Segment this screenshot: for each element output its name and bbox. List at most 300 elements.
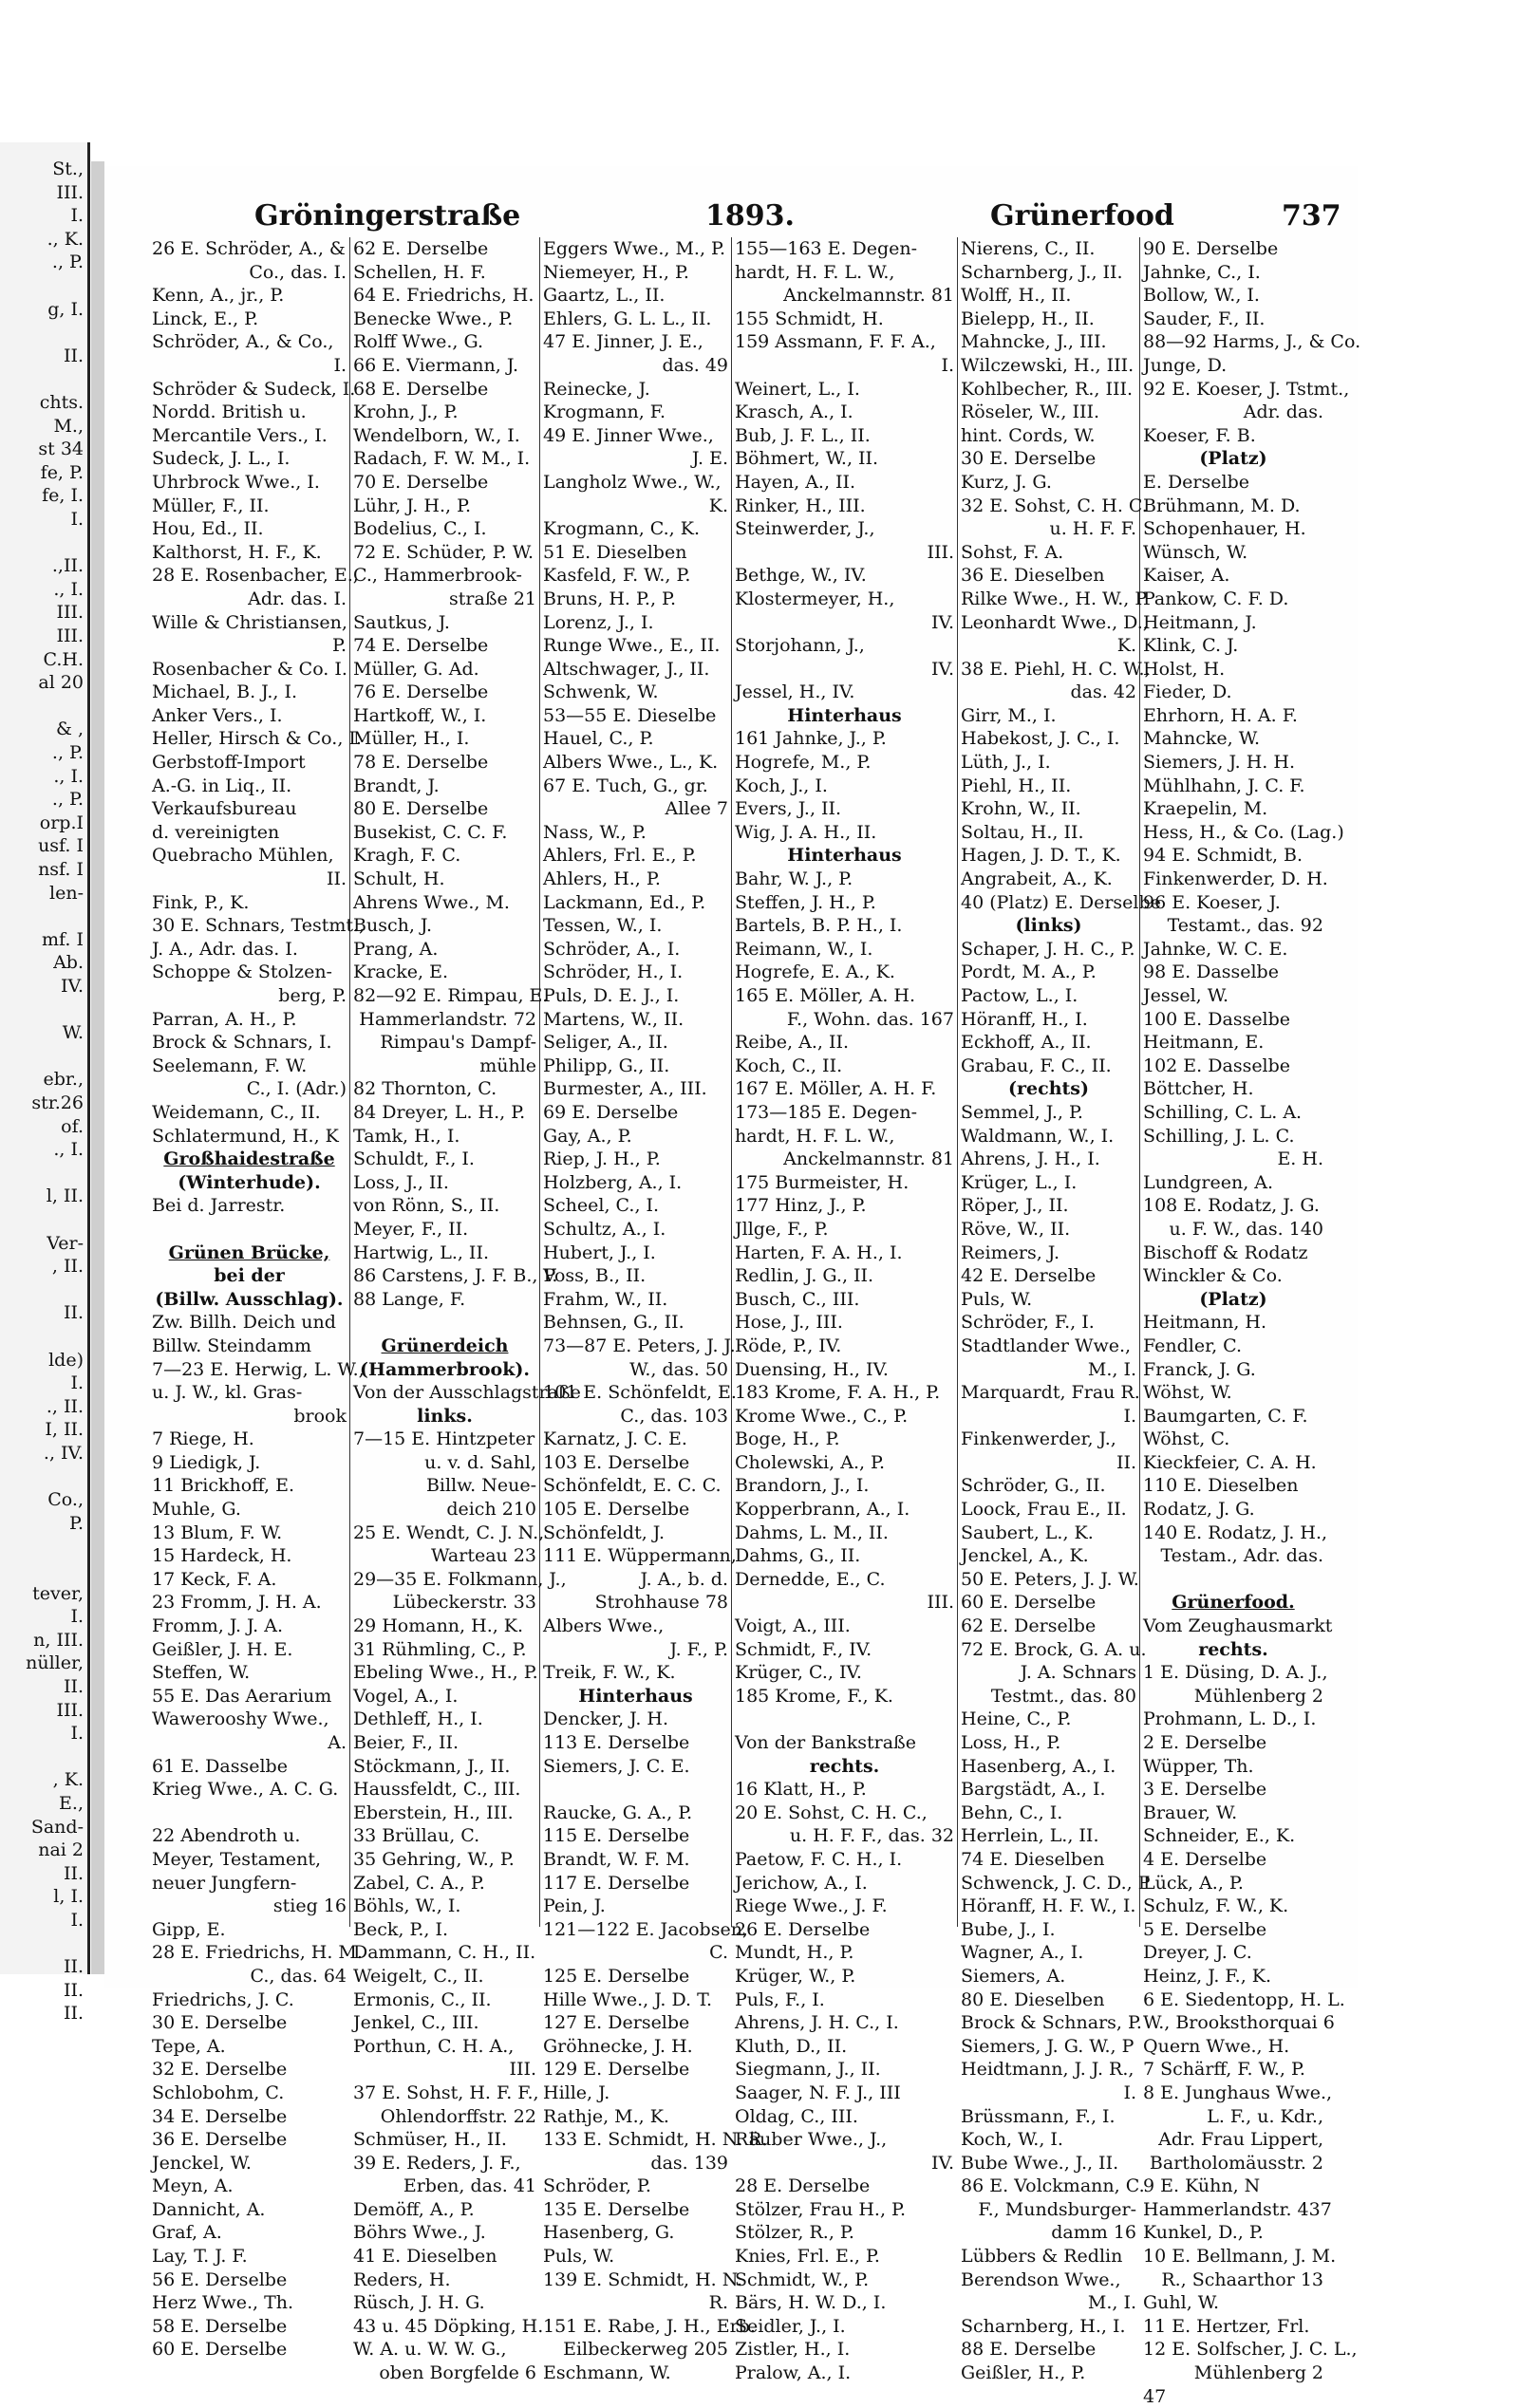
facing-page-fragment: Ab. (53, 952, 84, 974)
directory-entry: 60 E. Derselbe (152, 2339, 288, 2361)
directory-entry: Gerbstoff-Import (152, 752, 306, 774)
directory-entry: 115 E. Derselbe (543, 1825, 690, 1847)
directory-entry: Schwenk, W. (543, 681, 659, 703)
directory-entry: deich 210 (446, 1499, 536, 1521)
directory-entry: Schaper, J. H. C., P. (961, 938, 1135, 960)
facing-page-fragment: ., I. (53, 1139, 84, 1161)
directory-entry: 82—92 E. Rimpau, E. (353, 985, 549, 1006)
directory-entry: 7—23 E. Herwig, L. W., (152, 1358, 365, 1380)
directory-entry: 165 E. Möller, A. H. (735, 985, 916, 1006)
directory-entry: Sautkus, J. (353, 611, 450, 633)
directory-entry: Grabau, F. C., II. (961, 1055, 1112, 1076)
directory-entry: Kracke, E. (353, 961, 448, 983)
directory-entry: Guhl, W. (1143, 2292, 1220, 2314)
directory-entry: oben Borgfelde 6 (379, 2362, 536, 2384)
directory-entry: Sohst, F. A. (961, 541, 1064, 563)
directory-entry: Höranff, H. F. W., I. (961, 1895, 1136, 1917)
directory-entry: Co., das. I. (249, 261, 347, 283)
directory-entry: 41 E. Dieselben (353, 2246, 497, 2268)
directory-entry: 73—87 E. Peters, J. J. (543, 1335, 736, 1356)
directory-entry: Mühlenberg 2 (1193, 1685, 1323, 1707)
directory-entry: Puls, W. (961, 1288, 1033, 1310)
directory-entry: F., Wohn. das. 167 (786, 1008, 954, 1030)
directory-entry: C., I. (Adr.) (246, 1078, 347, 1100)
directory-entry: Schellen, H. F. (353, 261, 486, 283)
directory-entry: Gipp, E. (152, 1918, 226, 1940)
directory-entry: Eckhoff, A., II. (961, 1032, 1092, 1054)
directory-entry: Schröder, P. (543, 2175, 651, 2197)
directory-entry: Ermonis, C., II. (353, 1988, 492, 2010)
directory-entry: 13 Blum, F. W. (152, 1521, 283, 1543)
directory-entry: Angrabeit, A., K. (961, 868, 1113, 890)
directory-entry: Hauel, C., P. (543, 728, 654, 750)
directory-entry: Hartwig, L., II. (353, 1241, 489, 1263)
directory-entry: Schilling, C. L. A. (1143, 1101, 1303, 1123)
directory-entry: Koch, J., I. (735, 775, 828, 796)
directory-entry: Heller, Hirsch & Co., I. (152, 728, 362, 750)
directory-entry: Schultz, A., I. (543, 1218, 666, 1240)
directory-entry: Lackmann, Ed., P. (543, 891, 706, 913)
directory-entry: Riep, J. H., P. (543, 1148, 661, 1170)
directory-entry: Soltau, H., II. (961, 821, 1084, 843)
directory-entry: 80 E. Derselbe (353, 798, 489, 820)
directory-entry: Stölzer, Frau H., P. (735, 2198, 907, 2220)
directory-entry: 183 Krome, F. A. H., P. (735, 1382, 941, 1404)
section-heading: Grünen Brücke, (168, 1241, 330, 1263)
directory-entry: Ebeling Wwe., H., P. (353, 1662, 538, 1684)
directory-entry: Bartels, B. P. H., I. (735, 915, 903, 937)
directory-entry: 72 E. Schüder, P. W. (353, 541, 534, 563)
directory-entry: Gaartz, L., II. (543, 285, 666, 307)
directory-entry: Eberstein, H., III. (353, 1801, 514, 1823)
directory-entry: Jahnke, W. C. E. (1143, 938, 1288, 960)
directory-column-6 (1143, 237, 1361, 2408)
directory-entry: A. (328, 1732, 347, 1753)
directory-entry: Jerichow, A., I. (735, 1872, 868, 1894)
directory-entry: Meyer, Testament, (152, 1848, 322, 1870)
directory-entry: 60 E. Derselbe (961, 1592, 1097, 1614)
directory-entry: Klink, C. J. (1143, 635, 1239, 657)
directory-entry: Schlobohm, C. (152, 2081, 285, 2103)
directory-entry: Brock & Schnars, P. (961, 2012, 1142, 2034)
directory-entry: C., das. 64 (250, 1965, 347, 1987)
directory-entry: 2 E. Derselbe (1143, 1732, 1267, 1753)
directory-entry: IV. (931, 2152, 954, 2174)
directory-entry: Testmt., das. 80 (990, 1685, 1136, 1707)
directory-entry: Brandt, W. F. M. (543, 1848, 690, 1870)
directory-entry: Heine, C., P. (961, 1708, 1072, 1730)
directory-entry: C. (709, 1942, 728, 1964)
directory-entry: W. A. u. W. W. G., (353, 2339, 507, 2361)
directory-entry: Bei d. Jarrestr. (152, 1195, 286, 1217)
directory-entry: das. 42 (1070, 681, 1136, 703)
directory-entry: 36 E. Derselbe (152, 2129, 288, 2151)
directory-entry: Reinecke, J. (543, 378, 650, 400)
directory-entry: 155—163 E. Degen- (735, 238, 918, 259)
directory-entry: 56 E. Derselbe (152, 2268, 288, 2290)
directory-entry: 92 E. Koeser, J. Tstmt., (1143, 378, 1350, 400)
directory-entry: Stöckmann, J., II. (353, 1755, 511, 1777)
directory-entry: Rilke Wwe., H. W., P (961, 588, 1148, 609)
directory-entry: Albers Wwe., (543, 1615, 665, 1637)
directory-entry: 88 E. Derselbe (961, 2339, 1097, 2361)
directory-entry: Schröder & Sudeck, I. (152, 378, 356, 400)
directory-entry: Martens, W., II. (543, 1008, 684, 1030)
directory-entry: 74 E. Dieselben (961, 1848, 1105, 1870)
facing-page-fragment: III. (56, 1699, 84, 1721)
directory-entry: Röseler, W., III. (961, 401, 1100, 423)
directory-entry: Mühlenberg 2 (1193, 2362, 1323, 2384)
directory-entry: Adr. Frau Lippert, (1158, 2129, 1323, 2151)
directory-entry: 12 E. Solfscher, J. C. L., (1143, 2339, 1358, 2361)
directory-entry: Beier, F., II. (353, 1732, 459, 1753)
directory-entry: 69 E. Derselbe (543, 1101, 679, 1123)
directory-entry: 35 Gehring, W., P. (353, 1848, 515, 1870)
directory-entry: 36 E. Dieselben (961, 565, 1105, 587)
directory-entry: Kluth, D., II. (735, 2035, 848, 2057)
directory-entry (543, 1778, 728, 1801)
directory-entry: Nierens, C., II. (961, 238, 1096, 259)
directory-entry: Bethge, W., IV. (735, 565, 867, 587)
directory-entry: Kaiser, A. (1143, 565, 1230, 587)
directory-entry: Reimers, J. (961, 1241, 1060, 1263)
directory-entry: 61 E. Dasselbe (152, 1755, 288, 1777)
directory-entry: Quern Wwe., H. (1143, 2035, 1290, 2057)
directory-entry: Lück, A., P. (1143, 1872, 1244, 1894)
directory-entry: Röve, W., II. (961, 1218, 1071, 1240)
directory-entry: Niemeyer, H., P. (543, 261, 689, 283)
facing-page-fragment: ., P. (51, 789, 84, 811)
directory-entry: C., Hammerbrook- (353, 565, 522, 587)
directory-entry: Girr, M., I. (961, 704, 1057, 726)
directory-entry: 175 Burmeister, H. (735, 1171, 910, 1193)
directory-entry: 7 Riege, H. (152, 1428, 254, 1450)
directory-entry: Dahms, G., II. (735, 1545, 861, 1567)
directory-entry: W., Brooksthorquai 6 (1143, 2012, 1335, 2034)
facing-page-fragment: fe, I. (42, 485, 84, 507)
directory-entry: 127 E. Derselbe (543, 2012, 690, 2034)
directory-entry: Seidler, J., I. (735, 2315, 846, 2337)
directory-entry: Gröhnecke, J. H. (543, 2035, 693, 2057)
directory-entry: 105 E. Derselbe (543, 1499, 690, 1521)
directory-entry: 68 E. Derselbe (353, 378, 489, 400)
directory-entry: Schröder, G., II. (961, 1475, 1106, 1497)
directory-entry: 80 E. Dieselben (961, 1988, 1105, 2010)
directory-entry: Puls, W. (543, 2246, 615, 2268)
directory-entry: Anker Vers., I. (152, 704, 283, 726)
directory-entry: 72 E. Brock, G. A. u. (961, 1638, 1147, 1660)
directory-entry: Hinterhaus (787, 704, 902, 726)
directory-entry: Franck, J. G. (1143, 1358, 1256, 1380)
directory-entry: 47 (1143, 2385, 1167, 2407)
directory-entry: Prohmann, L. D., I. (1143, 1708, 1317, 1730)
directory-entry: 82 Thornton, C. (353, 1078, 497, 1100)
directory-entry: Heidtmann, J. J. R., (961, 2059, 1135, 2081)
directory-entry: Dahms, L. M., II. (735, 1521, 889, 1543)
directory-entry: I. (1123, 1405, 1136, 1427)
directory-entry: Wendelborn, W., I. (353, 424, 520, 446)
directory-entry (353, 1311, 536, 1335)
directory-entry: Siemers, J. H. H. (1143, 752, 1295, 774)
directory-entry: Baumgarten, C. F. (1143, 1405, 1308, 1427)
directory-entry: Heinz, J. F., K. (1143, 1965, 1272, 1987)
directory-entry: Fromm, J. J. A. (152, 1615, 284, 1637)
directory-entry: Klostermeyer, H., (735, 588, 895, 609)
directory-entry: I. (941, 354, 954, 376)
directory-entry: Wille & Christiansen, (152, 611, 347, 633)
directory-column-1 (152, 237, 366, 2361)
facing-page-fragment: chts. (39, 392, 84, 413)
directory-entry: Schmüser, H., II. (353, 2129, 507, 2151)
directory-entry: Anckelmannstr. 81 (783, 285, 954, 307)
directory-entry: Adr. das. I. (248, 588, 347, 609)
directory-entry: 155 Schmidt, H. (735, 308, 884, 329)
directory-entry: Redlin, J. G., II. (735, 1265, 874, 1287)
directory-entry: Mercantile Vers., I. (152, 424, 328, 446)
directory-entry: u. H. F. F., das. 32 (789, 1825, 954, 1847)
directory-entry: Wolff, H., II. (961, 285, 1072, 307)
directory-entry: 51 E. Dieselben (543, 541, 687, 563)
directory-entry: 49 E. Jinner Wwe., (543, 424, 714, 446)
directory-entry: Evers, J., II. (735, 798, 842, 820)
directory-entry: 11 E. Hertzer, Frl. (1143, 2315, 1310, 2337)
directory-entry: Busekist, C. C. F. (353, 821, 508, 843)
directory-entry: III. (927, 1592, 954, 1614)
directory-entry: Ohlendorffstr. 22 (380, 2105, 536, 2127)
facing-page-fragment: I. (70, 205, 84, 227)
directory-entry: Kraepelin, M. (1143, 798, 1268, 820)
facing-page-fragment: III. (56, 181, 84, 203)
directory-entry: Hogrefe, M., P. (735, 752, 872, 774)
directory-entry: 135 E. Derselbe (543, 2198, 690, 2220)
directory-entry: Nordd. British u. (152, 401, 307, 423)
directory-entry: Billw. Neue- (425, 1475, 536, 1497)
directory-entry: Brauer, W. (1143, 1801, 1238, 1823)
directory-entry: Schröder, A., & Co., (152, 331, 334, 353)
directory-entry: Krüger, L., I. (961, 1171, 1078, 1193)
directory-entry: das. 49 (662, 354, 728, 376)
directory-entry: Brock & Schnars, I. (152, 1032, 332, 1054)
facing-page-fragment: ebr., (43, 1069, 84, 1091)
facing-page-fragment: ., II. (46, 1395, 84, 1417)
directory-entry: 4 E. Derselbe (1143, 1848, 1267, 1870)
directory-entry: Krome Wwe., C., P. (735, 1405, 909, 1427)
directory-entry: (Hammerbrook). (360, 1358, 530, 1380)
directory-entry: 159 Assmann, F. F. A., (735, 331, 936, 353)
directory-entry: Raucke, G. A., P. (543, 1801, 693, 1823)
directory-entry: C., das. 103 (620, 1405, 728, 1427)
directory-entry: 6 E. Siedentopp, H. L. (1143, 1988, 1345, 2010)
directory-entry: (Platz) (1199, 448, 1267, 470)
directory-entry: Seelemann, F. W. (152, 1055, 308, 1076)
directory-entry: Hammerlandstr. 437 (1143, 2198, 1332, 2220)
directory-entry: Von der Bankstraße (735, 1732, 916, 1753)
directory-entry: 34 E. Derselbe (152, 2105, 288, 2127)
directory-entry: 67 E. Tuch, G., gr. (543, 775, 708, 796)
directory-entry: Geißler, H., P. (961, 2362, 1086, 2384)
directory-entry: 15 Hardeck, H. (152, 1545, 292, 1567)
directory-entry: Hammerlandstr. 72 (359, 1008, 536, 1030)
facing-page-fragment: Ver- (47, 1232, 84, 1254)
facing-page-fragment: lde) (48, 1349, 84, 1371)
directory-entry: Schneider, E., K. (1143, 1825, 1296, 1847)
directory-entry: Radach, F. W. M., I. (353, 448, 531, 470)
directory-entry: M., I. (1087, 1358, 1136, 1380)
directory-entry: Steffen, J. H., P. (735, 891, 876, 913)
directory-entry: Jenckel, W. (152, 2152, 252, 2174)
directory-entry: J. A., Adr. das. I. (152, 938, 298, 960)
directory-entry: Böhmert, W., II. (735, 448, 879, 470)
directory-entry: bei der (214, 1265, 285, 1287)
directory-entry: Koch, C., II. (735, 1055, 843, 1076)
directory-entry: hint. Cords, W. (961, 424, 1096, 446)
directory-entry: stieg 16 (272, 1895, 347, 1917)
directory-entry: Heitmann, E. (1143, 1032, 1265, 1054)
directory-entry: Habekost, J. C., I. (961, 728, 1120, 750)
directory-entry: Kopperbrann, A., I. (735, 1499, 910, 1521)
directory-entry: Hasenberg, A., I. (961, 1755, 1116, 1777)
facing-page-fragment: , II. (51, 1256, 84, 1278)
facing-page-fragment: ., P. (51, 252, 84, 273)
directory-entry: Herz Wwe., Th. (152, 2292, 294, 2314)
facing-page-fragment: al 20 (38, 672, 84, 694)
directory-entry (735, 1708, 954, 1731)
directory-entry: Mahncke, J., III. (961, 331, 1107, 353)
directory-entry: Verkaufsbureau (152, 798, 297, 820)
directory-entry: Mühlhahn, J. C. F. (1143, 775, 1305, 796)
directory-entry: 37 E. Sohst, H. F. F., (353, 2081, 539, 2103)
directory-entry: Rimpau's Dampf- (380, 1032, 536, 1054)
facing-page-fragment: fe, P. (40, 461, 84, 483)
facing-page-fragment: n, III. (33, 1629, 84, 1651)
facing-page-fragment: II. (63, 1676, 84, 1697)
directory-entry: IV. (931, 658, 954, 680)
directory-entry: 113 E. Derselbe (543, 1732, 690, 1753)
directory-entry: Röde, P., IV. (735, 1335, 842, 1356)
directory-entry: Tepe, A. (152, 2035, 226, 2057)
directory-entry: J. E. (691, 448, 728, 470)
directory-entry: Steinwerder, J., (735, 518, 875, 540)
directory-entry: Krohn, J., P. (353, 401, 459, 423)
directory-entry: Fink, P., K. (152, 891, 250, 913)
column-rule (1139, 237, 1140, 1927)
directory-entry (152, 1218, 347, 1241)
directory-entry: K. (708, 495, 728, 516)
directory-entry: Wöhst, C. (1143, 1428, 1230, 1450)
directory-entry: Kasfeld, F. W., P. (543, 565, 691, 587)
directory-entry: W., das. 50 (629, 1358, 728, 1380)
directory-entry: 9 Liedigk, J. (152, 1451, 261, 1473)
facing-page-fragment: str.26 (31, 1092, 84, 1113)
directory-entry: Scheel, C., I. (543, 1195, 660, 1217)
directory-entry: 23 Fromm, J. H. A. (152, 1592, 322, 1614)
page-header (150, 199, 1341, 237)
directory-entry: 62 E. Derselbe (961, 1615, 1097, 1637)
directory-entry: Quebracho Mühlen, (152, 845, 334, 867)
facing-page-fragment: g, I. (47, 298, 84, 320)
directory-entry: d. vereinigten (152, 821, 280, 843)
directory-entry: Bodelius, C., I. (353, 518, 487, 540)
directory-entry: Heitmann, J. (1143, 611, 1257, 633)
directory-entry: Finkenwerder, J., (961, 1428, 1116, 1450)
directory-entry: Heitmann, H. (1143, 1312, 1267, 1334)
directory-entry: Meyn, A. (152, 2175, 234, 2197)
directory-entry: Zw. Billh. Deich und (152, 1312, 336, 1334)
facing-page-fragment: IV. (61, 976, 84, 997)
section-heading: Grünerdeich (381, 1335, 509, 1356)
directory-entry: Sauder, F., II. (1143, 308, 1266, 329)
directory-entry: Höranff, H., I. (961, 1008, 1088, 1030)
directory-entry: links. (417, 1405, 473, 1427)
directory-entry: 30 E. Derselbe (961, 448, 1097, 470)
directory-entry: Harten, F. A. H., I. (735, 1241, 903, 1263)
directory-entry: Bartholomäusstr. 2 (1149, 2152, 1323, 2174)
directory-entry: II. (326, 868, 347, 890)
facing-page-fragment: mf. I (42, 928, 84, 950)
directory-entry: (Platz) (1199, 1288, 1267, 1310)
directory-entry: J. F., P. (669, 1638, 728, 1660)
street-name-right: Grünerfood (990, 199, 1174, 233)
directory-entry: Schmidt, F., IV. (735, 1638, 872, 1660)
directory-entry: Loock, Frau E., II. (961, 1499, 1127, 1521)
directory-entry: Behn, C., I. (961, 1801, 1063, 1823)
year-heading: 1893. (705, 199, 795, 233)
directory-entry: u. F. W., das. 140 (1169, 1218, 1323, 1240)
directory-entry: Kohlbecher, R., III. (961, 378, 1134, 400)
directory-entry: 26 E. Derselbe (735, 1918, 871, 1940)
directory-entry: Bischoff & Rodatz (1143, 1241, 1308, 1263)
directory-entry: Kenn, A., jr., P. (152, 285, 285, 307)
directory-entry: Tessen, W., I. (543, 915, 663, 937)
directory-entry: Testamt., das. 92 (1167, 915, 1323, 937)
directory-entry: Saubert, L., K. (961, 1521, 1094, 1543)
directory-entry: Busch, J. (353, 915, 433, 937)
directory-entry: IV. (931, 611, 954, 633)
directory-entry: Reibe, A., II. (735, 1032, 850, 1054)
directory-entry: 30 E. Derselbe (152, 2012, 288, 2034)
directory-entry: I. (333, 354, 347, 376)
directory-entry: Böttcher, H. (1143, 1078, 1254, 1100)
directory-entry: Pankow, C. F. D. (1143, 588, 1289, 609)
directory-entry: Berendson Wwe., (961, 2268, 1121, 2290)
directory-entry: 40 (Platz) E. Derselbe (961, 891, 1161, 913)
directory-entry: Voss, B., II. (543, 1265, 647, 1287)
directory-entry: Erben, das. 41 (403, 2175, 536, 2197)
directory-entry: Lundgreen, A. (1143, 1171, 1274, 1193)
directory-entry: Dencker, J. H. (543, 1708, 669, 1730)
facing-page-fragment: I, II. (45, 1419, 84, 1441)
directory-entry: Bube, J., I. (961, 1918, 1056, 1940)
directory-entry: Demöff, A., P. (353, 2198, 475, 2220)
directory-entry: Allee 7 (665, 798, 728, 820)
directory-entry: rechts. (1198, 1638, 1268, 1660)
directory-entry: 90 E. Derselbe (1143, 238, 1279, 259)
directory-entry: Schopenhauer, H. (1143, 518, 1306, 540)
directory-entry: Muhle, G. (152, 1499, 241, 1521)
facing-page-fragment: nsf. I (38, 859, 84, 880)
directory-entry: Busch, C., III. (735, 1288, 860, 1310)
facing-page-fragment: I. (70, 509, 84, 530)
directory-entry: 151 E. Rabe, J. H., Erb. (543, 2315, 756, 2337)
directory-entry: berg, P. (278, 985, 347, 1006)
directory-entry: u. v. d. Sahl, (424, 1451, 536, 1473)
directory-entry: Wilczewski, H., III. (961, 354, 1135, 376)
directory-entry: Schröder, H., I. (543, 961, 684, 983)
directory-entry: Anckelmannstr. 81 (783, 1148, 954, 1170)
directory-entry: Rodatz, J. G. (1143, 1499, 1255, 1521)
directory-entry: 31 Rühmling, C., P. (353, 1638, 527, 1660)
directory-entry: 8 E. Junghaus Wwe., (1143, 2081, 1333, 2103)
